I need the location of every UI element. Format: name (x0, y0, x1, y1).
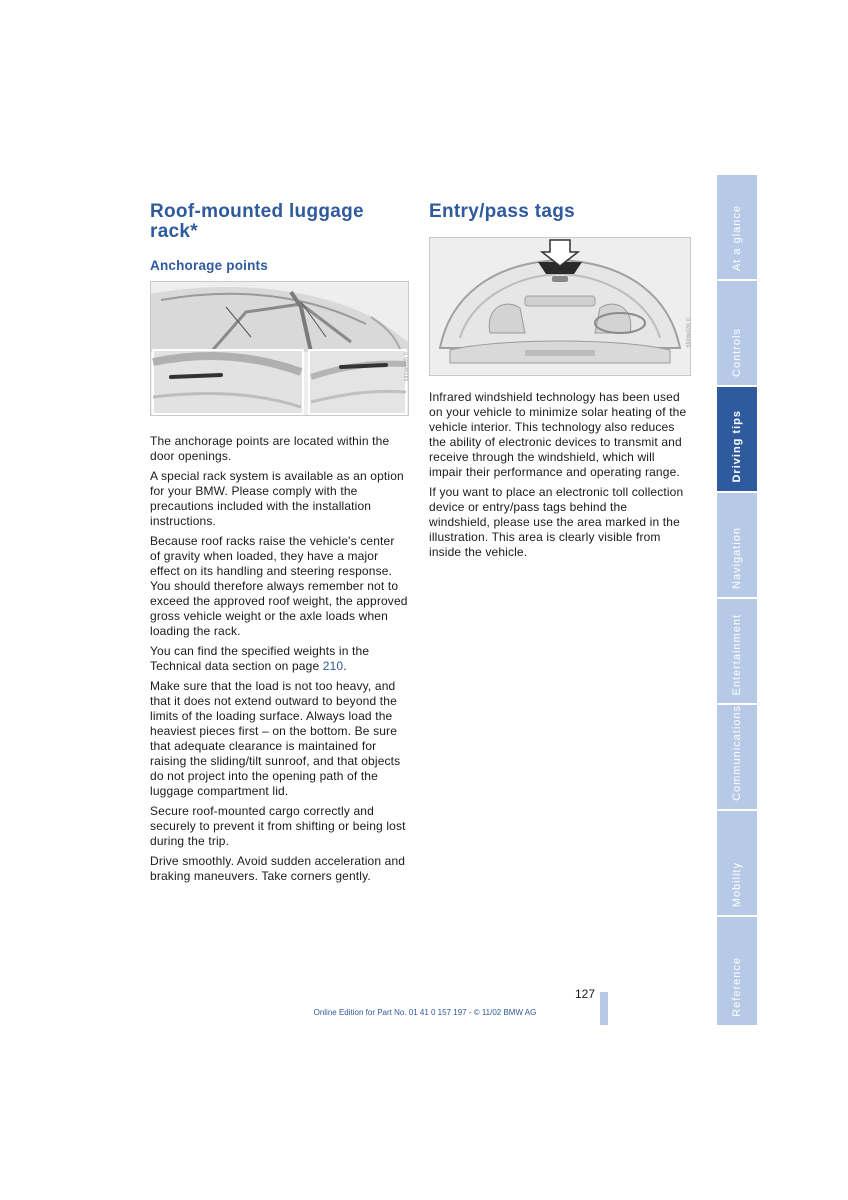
paragraph-text: You can find the specified weights in the Technical data section on page (150, 644, 370, 673)
tab-label: Controls (731, 328, 743, 377)
tab-communications[interactable] (717, 705, 757, 809)
tab-mobility[interactable] (717, 811, 757, 915)
section-title-roof-rack: Roof-mounted luggage rack* (150, 201, 364, 242)
windshield-drawing (430, 238, 690, 375)
period: . (343, 659, 347, 673)
section-title-entry-pass-tags: Entry/pass tags (429, 201, 575, 222)
paragraph: Make sure that the load is not too heavy, and that it does not extend outward to beyond the limits of the loading surface. Always load the heaviest pieces first – on the bottom. Be sure that adequate clearance is maintained for raising the sliding/tilt sunroof, and that objects do not project into the opening path of the luggage compartment lid. (150, 679, 401, 798)
tab-label: Reference (731, 957, 743, 1017)
paragraph-page-reference (150, 644, 408, 674)
tab-navigation[interactable] (717, 493, 757, 597)
tab-driving-tips[interactable] (717, 387, 757, 491)
paragraph: Drive smoothly. Avoid sudden acceleration and braking maneuvers. Take corners gently. (150, 854, 406, 883)
tab-entertainment[interactable] (717, 599, 757, 703)
paragraph: Because roof racks raise the vehicle's center of gravity when loaded, they have a major effect on its handling and steering response. (150, 534, 395, 578)
tab-label: Entertainment (731, 613, 743, 695)
right-body-text (429, 390, 691, 560)
left-body-text (150, 434, 408, 884)
chapter-tabs (717, 175, 757, 1025)
tab-reference[interactable] (717, 917, 757, 1025)
figure-code-left: 590de035 0 (404, 352, 410, 382)
windshield-area-illustration (429, 237, 691, 376)
tab-label: Communications (731, 705, 743, 801)
paragraph: Secure roof-mounted cargo correctly and securely to prevent it from shifting or being lost during the trip. (150, 804, 406, 848)
page-210-link[interactable]: 210 (322, 659, 344, 673)
paragraph: The anchorage points are located within the door openings. (150, 434, 390, 463)
right-column (429, 202, 691, 565)
left-column (150, 202, 408, 889)
paragraph: Infrared windshield technology has been used on your vehicle to minimize solar heating of the vehicle interior. This technology also reduces the ability of electronic devices to transmit and receive through the windshield, which will impair their performance and operating range. (429, 390, 687, 479)
tab-label: At a glance (731, 204, 743, 271)
tab-label: Driving tips (731, 410, 743, 483)
page-number-bar (600, 992, 608, 1025)
tab-label: Mobility (731, 861, 743, 907)
paragraph: A special rack system is available as an option for your BMW. Please comply with the precautions included with the installation instructions. (150, 469, 404, 528)
roof-rack-drawing (151, 282, 408, 415)
tab-at-a-glance[interactable] (717, 175, 757, 279)
tab-label: Navigation (731, 527, 743, 589)
tab-controls[interactable] (717, 281, 757, 385)
figure-code-right: 590de036 0 (686, 318, 692, 348)
paragraph: If you want to place an electronic toll collection device or entry/pass tags behind the windshield, please use the area marked in the illustration. This area is clearly visible from inside the vehicle. (429, 485, 684, 559)
subsection-title-anchorage: Anchorage points (150, 258, 268, 273)
footer-edition-note: Online Edition for Part No. 01 41 0 157 197 - © 11/02 BMW AG (313, 1008, 537, 1017)
page-number: 127 (574, 987, 595, 1001)
anchorage-points-illustration (150, 281, 409, 416)
paragraph: You should therefore always remember not to exceed the approved roof weight, the approved gross vehicle weight or the axle loads when loading the rack. (150, 579, 408, 638)
